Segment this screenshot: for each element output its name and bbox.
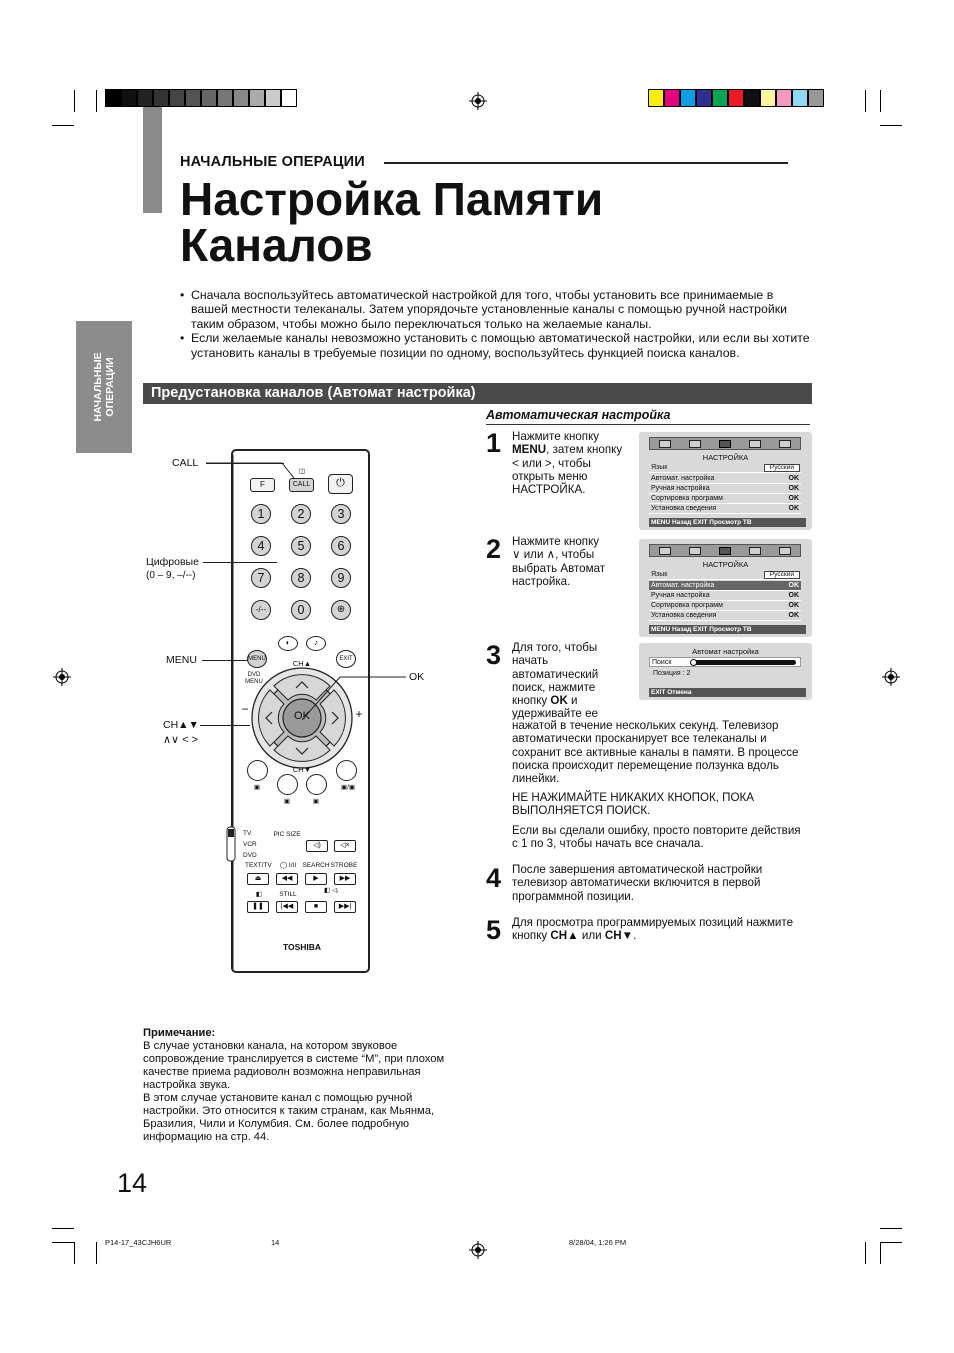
stop-icon: ■ [313, 903, 319, 910]
slug-page: 14 [271, 1238, 280, 1247]
osd-row-ok: OK [788, 582, 799, 589]
step-text-fragment: . [633, 929, 637, 943]
volume-down-icon: − [241, 702, 249, 716]
teletext-icon: ▣ [253, 784, 261, 791]
search-progress-bar [690, 660, 796, 665]
step-text-line: выбрать Автомат [512, 561, 606, 575]
callout-ch: CH▲▼ [163, 719, 199, 731]
step-text-line [512, 443, 634, 456]
sound-mode-button[interactable] [306, 636, 326, 651]
leader-line [202, 660, 248, 661]
freeze-icon: ◯ I/II [279, 862, 297, 869]
color-strip [648, 89, 824, 107]
osd-footer: MENU Назад EXIT Просмотр ТВ [649, 518, 806, 527]
step-text-fragment: Для просмотра программируемых позиций нажмите кнопку [512, 916, 794, 943]
section-rule [384, 162, 788, 164]
osd-row [649, 601, 801, 611]
menu-key: MENU [512, 443, 547, 457]
step-2-text [512, 535, 634, 588]
ch-down-key: CH▼ [604, 929, 634, 943]
sound-menu-icon [689, 440, 701, 448]
osd-row-label: Сортировка программ [651, 495, 723, 502]
volume-up-icon: + [355, 707, 363, 721]
input-button[interactable] [331, 600, 351, 620]
picture-menu-icon [659, 440, 671, 448]
osd-row-label: Язык [651, 571, 668, 578]
osd-row-ok: OK [788, 602, 799, 609]
note-paragraph: В случае установки канала, на котором звуковое сопровождение транслируется в системе “M”, при плохом качестве приема радиоволн возможна неправильная настройка звука. [143, 1040, 445, 1091]
step-text-line: удерживайте ее [512, 707, 599, 721]
rewind-button[interactable] [276, 873, 298, 885]
slug-file: P14-17_43CJH6UR [105, 1238, 172, 1247]
osd-row-label: Ручная настройка [651, 592, 710, 599]
osd-row-label: Установка сведения [651, 612, 717, 619]
step-text-line: начать [512, 654, 549, 668]
osd-row-label: Автомат. настройка [651, 582, 715, 589]
mode-tv-label: TV [243, 830, 252, 837]
pause-icon: ❚❚ [252, 903, 264, 910]
osd-position: Позиция : 2 [653, 670, 691, 677]
callout-menu: MENU [166, 654, 197, 666]
skip-forward-icon: ▶▶| [338, 903, 352, 910]
osd-row-label: Сортировка программ [651, 602, 723, 609]
feature-menu-icon [779, 440, 791, 448]
picture-mode-icon: ◐ [285, 638, 291, 647]
picture-mode-button[interactable] [278, 636, 298, 651]
search-label: SEARCH [302, 862, 330, 869]
osd-row [649, 463, 801, 473]
skip-forward-button[interactable] [334, 901, 356, 913]
fast-forward-icon: ▶▶ [339, 875, 351, 882]
step-text-line: Нажмите кнопку [512, 535, 600, 548]
audio-icon: ◧ ◁ᵢ [324, 887, 338, 894]
osd-row [649, 504, 801, 514]
callout-call: CALL [172, 457, 199, 469]
ch-up-key: CH▲ [550, 929, 579, 943]
mute-icon: ◁× [340, 842, 350, 849]
reveal-icon: ▣ [283, 798, 291, 805]
side-tab-line-1: НАЧАЛЬНЫЕ [92, 352, 104, 422]
step-number: 2 [486, 534, 502, 564]
callout-ok: OK [409, 671, 425, 683]
osd-row-highlighted [649, 581, 801, 591]
f-button[interactable]: F [250, 478, 275, 492]
skip-back-icon: |◀◀ [280, 903, 294, 910]
remote-side-shadow [229, 455, 237, 969]
step-text-line: Нажмите кнопку [512, 430, 600, 443]
section-band: Предустановка каналов (Автомат настройка) [143, 383, 812, 404]
osd-row [649, 611, 801, 621]
osd-setup-menu-selected [639, 539, 812, 637]
power-button[interactable] [328, 474, 353, 494]
osd-row [649, 484, 801, 494]
leader-line [203, 562, 277, 563]
osd-row [649, 474, 801, 484]
side-tab-label [92, 352, 116, 421]
input-select-icon: ⊕ [336, 604, 346, 615]
registration-mark-icon [469, 92, 487, 110]
sound-mode-icon: ♪ [314, 638, 318, 647]
play-icon: ▶ [313, 875, 319, 882]
step-text-line: автоматический [512, 667, 599, 681]
exit-button[interactable]: EXIT [336, 650, 356, 668]
osd-title: НАСТРОЙКА [702, 453, 749, 462]
power-icon: ⏻ [336, 477, 345, 489]
step-text-line: настройка. [512, 574, 571, 588]
osd-search-label: Поиск [652, 659, 672, 666]
step-4-text: После завершения автоматической настройки телевизор автоматически включится в первой программной позиции. [512, 863, 763, 903]
stop-button[interactable] [305, 901, 327, 913]
osd-setup-menu [639, 432, 812, 530]
note [143, 1027, 468, 1144]
call-button[interactable]: CALL [289, 478, 314, 492]
step-text-line: НАСТРОЙКА. [512, 483, 586, 497]
speaker-icon: ◁) [313, 842, 321, 849]
fast-forward-button[interactable] [334, 873, 356, 885]
callout-arrows: ∧∨ < > [163, 734, 199, 746]
timer-menu-icon [749, 440, 761, 448]
dvd-menu-label: DVD MENU [245, 672, 263, 685]
step-number: 1 [486, 428, 502, 458]
intro-bullet: • Если желаемые каналы невозможно установить с помощью автоматической настройки, или если вы хотите установить каналы в требуемые позиции по одному, воспользуйтесь функцией поиска каналов. [180, 331, 810, 360]
osd-auto-search [639, 643, 812, 700]
digit-button[interactable]: 0 [291, 600, 311, 620]
sound-menu-icon [689, 547, 701, 555]
osd-row-ok: OK [788, 485, 799, 492]
osd-row-label: Язык [651, 464, 668, 471]
step-text-line: ∨ или ∧, чтобы [512, 548, 595, 562]
title-line-2: Каналов [180, 219, 373, 271]
eject-button[interactable] [247, 873, 269, 885]
still-label: STILL [279, 891, 297, 898]
hold-icon: ▣ [312, 798, 320, 805]
mode-dvd-label: DVD [243, 852, 257, 859]
pic-size-label: PIC SIZE [273, 831, 301, 838]
osd-row-label: Ручная настройка [651, 485, 710, 492]
osd-title: НАСТРОЙКА [702, 560, 749, 569]
step-5-text [512, 916, 812, 943]
osd-row-label: Установка сведения [651, 505, 717, 512]
call-indicator-icon: ◫ [298, 468, 306, 475]
step-text-line: поиск, нажмите [512, 680, 596, 694]
digit-button[interactable]: 9 [331, 568, 351, 588]
side-tab-line-2: ОПЕРАЦИИ [104, 357, 116, 417]
step-text-fragment: или [578, 929, 605, 943]
osd-row [649, 570, 801, 580]
registration-mark-icon [882, 668, 900, 686]
step-text-line [512, 694, 632, 707]
side-tab [76, 321, 132, 453]
index-icon: ▣/▣ [340, 784, 356, 791]
registration-mark-icon [53, 668, 71, 686]
mode-vcr-label: VCR [243, 841, 257, 848]
callout-digits: Цифровые [146, 556, 199, 568]
osd-row-value: Русский [764, 464, 800, 472]
green-function-button[interactable] [277, 774, 298, 795]
digit-button[interactable]: 2 [291, 504, 311, 524]
leader-line [300, 676, 408, 722]
step-3-retry: Если вы сделали ошибку, просто повторите действия с 1 по 3, чтобы начать все сначала. [512, 824, 801, 851]
ok-key: OK [550, 694, 568, 708]
setup-menu-icon [719, 547, 731, 555]
digit-button[interactable]: 5 [291, 536, 311, 556]
intro-list [180, 288, 810, 360]
digit-button[interactable]: 7 [251, 568, 271, 588]
osd-row-value: Русский [764, 571, 800, 579]
feature-menu-icon [779, 547, 791, 555]
osd-row-ok: OK [788, 592, 799, 599]
digit-button[interactable]: 1 [251, 504, 271, 524]
note-title: Примечание: [143, 1027, 216, 1039]
text-tv-label: TEXT/TV [245, 862, 272, 869]
rewind-icon: ◀◀ [281, 875, 293, 882]
note-paragraph: В этом случае установите канал с помощью ручной настройки. Это относится к таким странам, как Мьянма, Бразилия, Чили и Колумбия. См. более подробную информацию на стр. 44. [143, 1092, 435, 1143]
osd-footer: MENU Назад EXIT Просмотр ТВ [649, 625, 806, 634]
step-1-text [512, 430, 634, 496]
osd-row-ok: OK [788, 495, 799, 502]
brand-logo: TOSHIBA [282, 942, 322, 952]
section-bar [143, 107, 162, 213]
red-function-button[interactable] [247, 760, 268, 781]
osd-icon-bar [649, 544, 801, 557]
grayscale-strip [105, 89, 297, 107]
osd-icon-bar [649, 437, 801, 450]
setup-menu-icon [719, 440, 731, 448]
eject-icon: ⏏ [254, 875, 262, 882]
osd-search-row [649, 657, 801, 667]
step-number: 3 [486, 640, 502, 670]
search-slider [690, 659, 697, 666]
timer-menu-icon [749, 547, 761, 555]
step-text-line: < или >, чтобы [512, 456, 591, 470]
intro-bullet: • Сначала воспользуйтесь автоматической настройкой для того, чтобы установить все принимаемые в вашей местности телеканалы. Затем упорядочьте установленные каналы с помощью ручной настройки таким образом, чтобы можно было переключаться только на желаемые каналы. [180, 288, 810, 331]
subtitle-icon: ◧ [255, 891, 263, 898]
ch-up-label: CH▲ [292, 659, 312, 668]
page-number: 14 [117, 1168, 148, 1198]
pause-button[interactable] [247, 901, 269, 913]
digit-button[interactable]: 6 [331, 536, 351, 556]
play-button[interactable] [305, 873, 327, 885]
step-text-fragment: , затем кнопку [546, 443, 623, 457]
digit-button[interactable]: 3 [331, 504, 351, 524]
step-text-fragment: и [567, 694, 578, 708]
step-text-fragment: кнопку [512, 694, 551, 708]
mode-switch[interactable] [226, 826, 240, 862]
picture-menu-icon [659, 547, 671, 555]
section-label: НАЧАЛЬНЫЕ ОПЕРАЦИИ [180, 154, 365, 170]
callout-digits-range: (0 – 9, –/--) [146, 570, 196, 581]
menu-button[interactable]: MENU [247, 650, 267, 668]
osd-row-ok: OK [788, 505, 799, 512]
step-number: 4 [486, 863, 502, 893]
leader-line [206, 462, 296, 482]
ch-down-label: CH▼ [292, 765, 312, 774]
slug-date: 8/28/04, 1:26 PM [569, 1238, 627, 1247]
yellow-function-button[interactable] [306, 774, 327, 795]
mute-off-button[interactable] [334, 840, 356, 852]
osd-row-label: Автомат. настройка [651, 475, 715, 482]
blue-function-button[interactable] [336, 760, 357, 781]
leader-line [200, 725, 250, 726]
step-text-line: открыть меню [512, 469, 588, 483]
registration-mark-icon [469, 1241, 487, 1259]
osd-row-ok: OK [788, 612, 799, 619]
osd-title: Автомат настройка [692, 647, 759, 656]
step-3-warning: НЕ НАЖИМАЙТЕ НИКАКИХ КНОПОК, ПОКА ВЫПОЛНЯЕТСЯ ПОИСК. [512, 791, 754, 818]
title-line-1: Настройка Памяти [180, 173, 604, 225]
osd-row [649, 494, 801, 504]
step-3-continued: нажатой в течение нескольких секунд. Телевизор автоматически просканирует все телеканалы и сохранит все активные каналы в памяти. В процессе поиска происходит перемещение ползунка вдоль линейки. [512, 719, 799, 786]
strobe-label: STROBE [330, 862, 358, 869]
digit-button[interactable]: 4 [251, 536, 271, 556]
digit-button[interactable]: 8 [291, 568, 311, 588]
step-number: 5 [486, 915, 502, 945]
step-text-line: Для того, чтобы [512, 641, 598, 654]
ok-button[interactable]: OK [294, 710, 310, 722]
mute-button[interactable] [306, 840, 328, 852]
osd-row-ok: OK [788, 475, 799, 482]
sub-heading: Автоматическая настройка [486, 408, 810, 425]
osd-row [649, 591, 801, 601]
step-3-text [512, 641, 632, 721]
digit-button[interactable]: -/-- [251, 600, 271, 620]
page-title [180, 173, 604, 271]
osd-footer: EXIT Отмена [649, 688, 806, 697]
skip-back-button[interactable] [276, 901, 298, 913]
